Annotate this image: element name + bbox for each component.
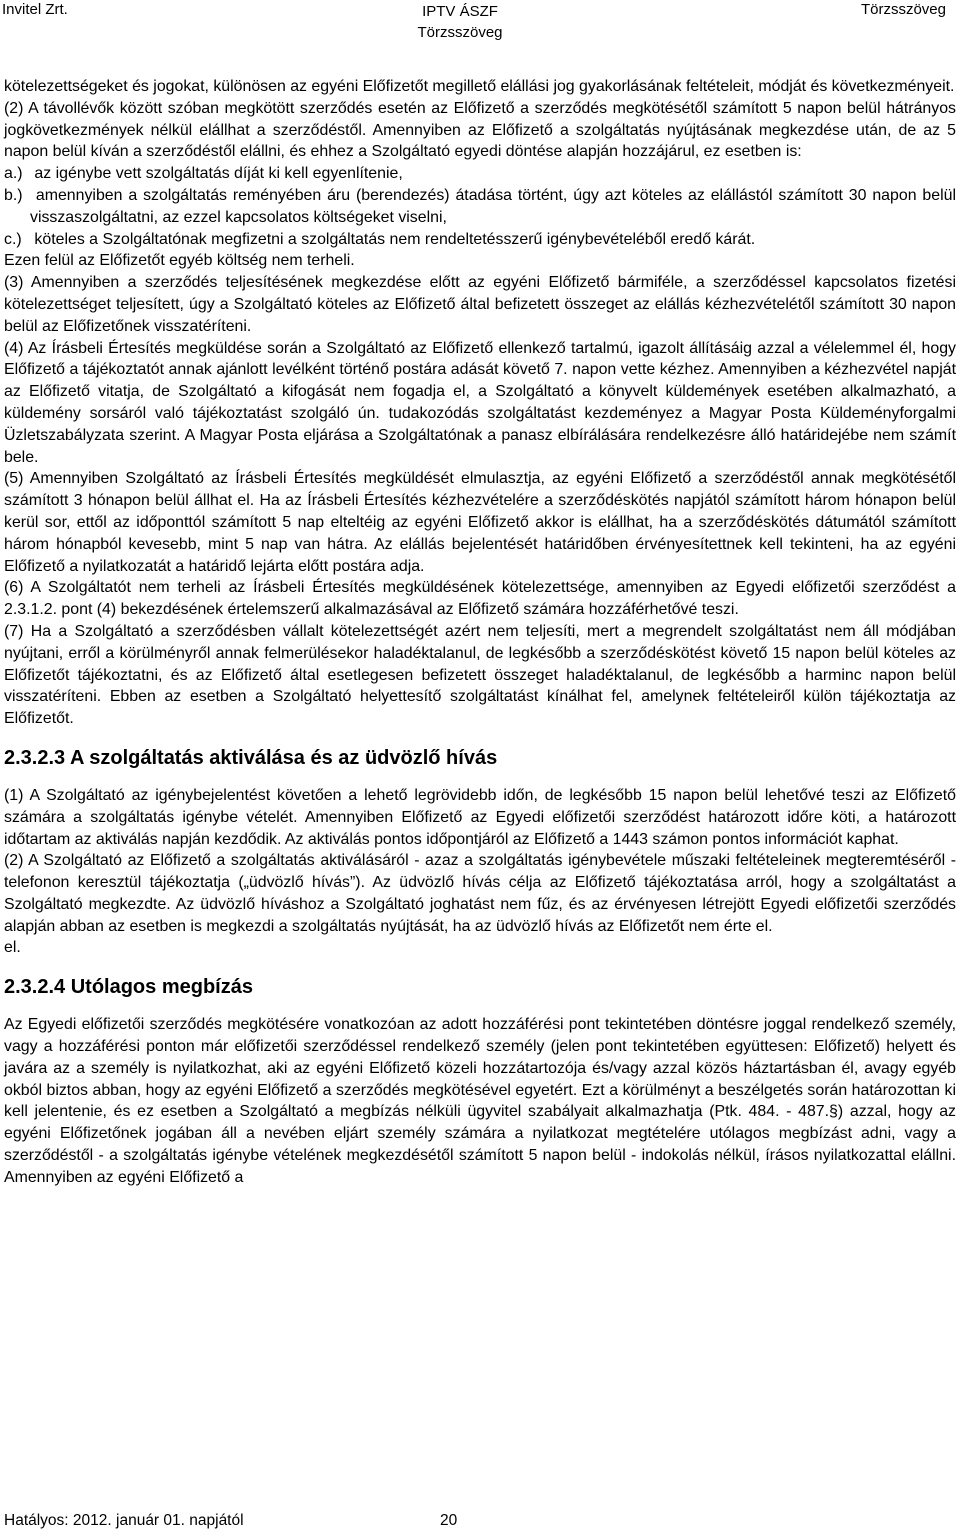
section-heading-subsequent-mandate: 2.3.2.4 Utólagos megbízás: [4, 976, 253, 999]
paragraph-continuation: kötelezettségeket és jogokat, különösen az egyéni Előfizetőt megillető elállási jog gyakorlásának feltételeit, módját és következményeit.: [4, 78, 955, 95]
effective-date: Hatályos: 2012. január 01. napjától: [4, 1512, 244, 1529]
paragraph-7: (7) Ha a Szolgáltató a szerződésben vállalt kötelezettségét azért nem teljesíti, mert a megrendelt szolgáltatást nem áll módjában nyújtani, erről a körülményről annak felmerülésekor haladéktalanul, de legkésőbb a szerződéskötést követő 15 napon belül köteles az Előfizetőt tájékoztatni, és az Előfizető által esetlegesen befizetett összeget haladéktalanul, de legkésőbb a harminc napon belül visszatéríteni. Ebben az esetben a Szolgáltató helyettesítő szolgáltatást kínálhat fel, amelynek feltételeiről külön tájékoztatja az Előfizetőt.: [4, 622, 956, 728]
paragraph-cost-note: Ezen felül az Előfizetőt egyéb költség nem terheli.: [4, 252, 355, 270]
activation-paragraph-1: (1) A Szolgáltató az igénybejelentést követően a lehető legrövidebb időn, de legkésőbb 15 napon belül lehetővé teszi az Előfizető számára a szolgáltatás igénybe vételét. Amennyiben Előfizető az Egyedi előfizetői szerződést határozott időre köti, a határozott időtartam az aktiválás napján kezdődik. Az aktiválás pontos időpontjáról az Előfizető a 1443 számon pontos információt kaphat.: [4, 786, 956, 848]
list-item-a: [4, 163, 956, 185]
list-label: c.): [4, 230, 22, 248]
company-name: Invitel Zrt.: [2, 1, 68, 18]
document-title-line1: IPTV ÁSZF: [422, 3, 498, 20]
document-title-line2: Törzsszöveg: [417, 24, 503, 41]
mandate-paragraph: Az Egyedi előfizetői szerződés megkötésére vonatkozóan az adott hozzáférési pont tekintetében döntésre joggal rendelkező személy, vagy a hozzáférési ponton már előfizetői szerződéssel rendelkező személy (jelen pont tekintetében együttesen: Előfizető) helyett és javára az a személy is nyilatkozhat, aki az egyéni Előfizető közeli hozzátartozója és/vagy azzal közös háztartásban él, avagy egyéb okból biztos abban, hogy az egyéni Előfizető a szerződés megkötésével egyetért. Ezt a körülményt a beszélgetés során határozottan ki kell jelentenie, és ez esetben a Szolgáltató a megbízás nélküli ügyvitel szabályait alkalmazhatja (Ptk. 484. - 487.§) azzal, hogy az egyéni Előfizetőnek jogában áll a nevében eljárt személy számára a nyilatkozat megtételére utólagos megbízást adni, vagy a szerződéstől - a szolgáltatás igénybe vételének megkezdésétől számított 5 napon belül - indokolás nélkül, írásos nyilatkozattal elállni. Amennyiben az egyéni Előfizető a: [4, 1016, 956, 1186]
page-number: 20: [440, 1512, 458, 1529]
list-item-c: [4, 229, 956, 251]
section-heading-activation: 2.3.2.3 A szolgáltatás aktiválása és az üdvözlő hívás: [4, 746, 498, 769]
paragraph-5: (5) Amennyiben Szolgáltató az Írásbeli Értesítés megküldését elmulasztja, az egyéni Előfizető a szerződéstől annak megkötésétől számított 3 hónapon belül állhat el. Ha az Írásbeli Értesítés kézhezvételére a szerződéskötés napjától számított három hónapon belül kerül sor, ettől az időponttól számított 5 nap elteltéig az egyéni Előfizető akkor is elállhat, ha a szerződéskötés dátumától számított három hónapból kevesebb, mint 5 nap van hátra. Az elállás bejelentését határidőben érvényesítettnek kell tekinteni, ha az egyéni Előfizető a nyilatkozatát a határidő lejárta előtt postára adja.: [4, 470, 956, 575]
list-label: b.): [4, 186, 23, 204]
list-text: amennyiben a szolgáltatás reményében áru (berendezés) átadása történt, úgy azt köteles az elállástól számított 30 napon belül visszaszolgáltatni, az ezzel kapcsolatos költségeket viselni,: [30, 186, 956, 226]
document-type: Törzsszöveg: [860, 1, 946, 18]
paragraph-2: (2) A távollévők között szóban megkötött szerződés esetén az Előfizető a szerződés megkötésétől számított 5 napon belül hátrányos jogkövetkezmények nélkül elállhat a szerződéstől. Amennyiben az Előfizető a szolgáltatás nyújtásának megkezdése után, de az 5 napon belül kíván a szerződéstől elállni, és ehhez a Szolgáltató egyedi döntése alapján hozzájárul, ez esetben is:: [4, 99, 956, 161]
activation-paragraph-2-end: el.: [4, 939, 21, 957]
list-item-b: [4, 185, 956, 229]
document-title: [0, 1, 920, 43]
activation-paragraph-2: (2) A Szolgáltató az Előfizető a szolgáltatás aktiválásáról - azaz a szolgáltatás igénybevétele műszaki feltételeinek megteremtéséről - telefonon keresztül tájékoztatja („üdvözlő hívás”). Az üdvözlő hívás célja az Előfizető tájékoztatása arról, hogy a szolgáltatást a Szolgáltató megkezdte. Az üdvözlő híváshoz a Szolgáltató joghatást nem fűz, és az érvényesen létrejött Egyedi előfizetői szerződés alapján abban az esetben is megkezdi a szolgáltatás nyújtását, ha az üdvözlő hívás az Előfizetőt nem érte el.: [4, 852, 956, 935]
page-footer: [4, 1512, 944, 1530]
paragraph-6: (6) A Szolgáltatót nem terheli az Írásbeli Értesítés megküldésének kötelezettsége, amennyiben az Egyedi előfizetői szerződést a 2.3.1.2. pont (4) bekezdésének értelemszerű alkalmazásával az Előfizető számára hozzáférhetővé teszi.: [4, 579, 956, 619]
paragraph-4: (4) Az Írásbeli Értesítés megküldése során a Szolgáltató az Előfizető ellenkező tartalmú, igazolt állításáig azzal a vélelemmel él, hogy Előfizető a tájékoztatót annak ajánlott levélként történő postára adását követő 7. napon vette kézhez. Amennyiben a kézhezvétel napját az Előfizető vitatja, de Szolgáltató a kifogását nem fogadja el, a Szolgáltató a könyvelt küldemények esetében alkalmazható, a küldemény sorsáról való tájékoztatást szolgáló ún. tudakozódás szolgáltatást kezdeményez a Magyar Posta Küldeményforgalmi Üzletszabályzata szerint. A Magyar Posta eljárása a Szolgáltatónak a panasz elbírálására rendelkezésre álló határidejébe nem számít bele.: [4, 339, 956, 466]
list-text: az igénybe vett szolgáltatás díját ki kell egyenlítenie,: [34, 165, 403, 183]
list-label: a.): [4, 165, 23, 183]
list-text: köteles a Szolgáltatónak megfizetni a szolgáltatás nem rendeltetésszerű igénybevételéből eredő kárát.: [34, 230, 756, 248]
document-body: [4, 76, 956, 1189]
page-header: [0, 0, 960, 42]
paragraph-3: (3) Amennyiben a szerződés teljesítésének megkezdése előtt az egyéni Előfizető bármiféle, a szerződéssel kapcsolatos fizetési kötelezettséget teljesített, úgy a Szolgáltató köteles az Előfizető által befizetett összeget az elállás kézhezvételétől számított 30 napon belül az Előfizetőnek visszatéríteni.: [4, 274, 956, 335]
